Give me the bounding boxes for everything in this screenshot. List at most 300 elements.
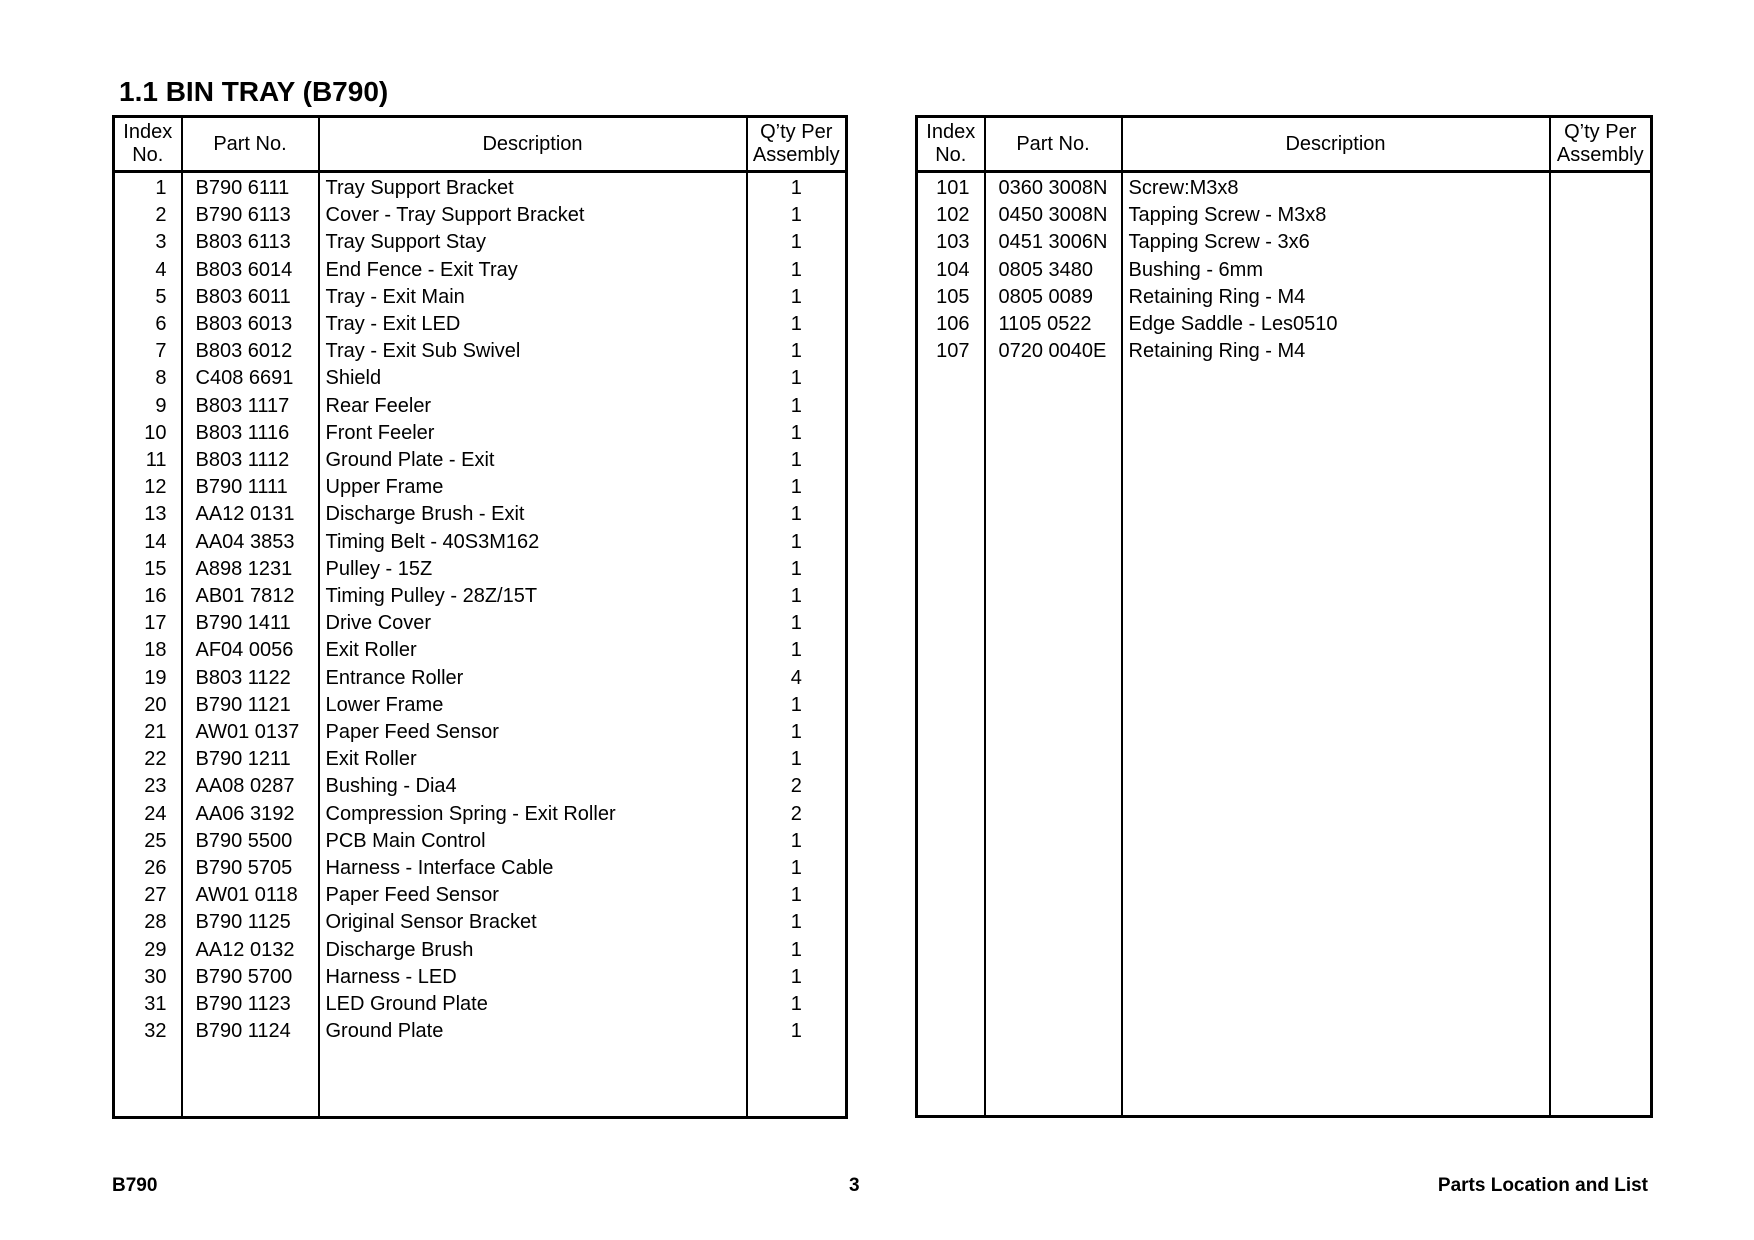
description-cell: End Fence - Exit Tray	[319, 257, 747, 284]
qty-cell: 1	[747, 692, 847, 719]
index-cell	[917, 692, 985, 719]
part-no-cell	[985, 909, 1122, 936]
part-no-cell	[985, 529, 1122, 556]
index-cell: 1	[114, 172, 182, 203]
footer-page-number: 3	[849, 1175, 860, 1196]
part-no-cell	[985, 964, 1122, 991]
header-part-no: Part No.	[182, 117, 319, 172]
index-cell: 7	[114, 338, 182, 365]
table-row	[917, 284, 1652, 311]
description-cell: Tray - Exit Main	[319, 284, 747, 311]
empty-row	[917, 529, 1652, 556]
part-no-cell: B790 6111	[182, 172, 319, 203]
filler-cell	[182, 1046, 319, 1118]
index-cell: 11	[114, 447, 182, 474]
table-row	[114, 556, 847, 583]
description-cell	[1122, 501, 1550, 528]
filler-cell	[114, 1046, 182, 1118]
index-cell: 101	[917, 172, 985, 203]
qty-cell	[1550, 172, 1652, 203]
description-cell: Paper Feed Sensor	[319, 882, 747, 909]
part-no-cell: B803 6014	[182, 257, 319, 284]
part-no-cell: B803 1122	[182, 665, 319, 692]
qty-cell: 1	[747, 229, 847, 256]
table-row	[114, 964, 847, 991]
index-cell	[917, 855, 985, 882]
table-row	[114, 229, 847, 256]
part-no-cell: B790 5700	[182, 964, 319, 991]
header-qty: Q’ty Per Assembly	[1550, 117, 1652, 172]
index-cell	[917, 828, 985, 855]
index-cell: 10	[114, 420, 182, 447]
index-cell: 30	[114, 964, 182, 991]
qty-cell: 1	[747, 556, 847, 583]
table-row	[917, 338, 1652, 365]
description-cell: Tapping Screw - 3x6	[1122, 229, 1550, 256]
table-row	[114, 665, 847, 692]
table-row	[114, 773, 847, 800]
index-cell	[917, 964, 985, 991]
qty-cell	[1550, 393, 1652, 420]
part-no-cell	[985, 583, 1122, 610]
description-cell: Harness - LED	[319, 964, 747, 991]
qty-cell: 1	[747, 882, 847, 909]
part-no-cell: B790 5705	[182, 855, 319, 882]
description-cell	[1122, 746, 1550, 773]
index-cell: 18	[114, 637, 182, 664]
qty-cell	[1550, 637, 1652, 664]
part-no-cell: B803 1117	[182, 393, 319, 420]
index-cell	[917, 501, 985, 528]
index-cell: 19	[114, 665, 182, 692]
empty-row	[917, 773, 1652, 800]
empty-row	[917, 936, 1652, 963]
qty-cell	[1550, 420, 1652, 447]
table-row	[114, 365, 847, 392]
empty-row	[917, 664, 1652, 691]
qty-cell	[1550, 964, 1652, 991]
description-cell: Discharge Brush	[319, 937, 747, 964]
empty-row	[917, 556, 1652, 583]
qty-cell: 1	[747, 719, 847, 746]
filler-cell	[1550, 1045, 1652, 1117]
header-part-no: Part No.	[985, 117, 1122, 172]
part-no-cell	[985, 393, 1122, 420]
description-cell: Exit Roller	[319, 637, 747, 664]
index-cell	[917, 719, 985, 746]
part-no-cell: AB01 7812	[182, 583, 319, 610]
description-cell: Discharge Brush - Exit	[319, 501, 747, 528]
parts-table-right	[915, 115, 1653, 1118]
table-row	[917, 257, 1652, 284]
table-header-row	[917, 117, 1652, 172]
index-cell	[917, 447, 985, 474]
part-no-cell	[985, 719, 1122, 746]
description-cell	[1122, 610, 1550, 637]
part-no-cell	[985, 855, 1122, 882]
part-no-cell	[985, 664, 1122, 691]
qty-cell	[1550, 828, 1652, 855]
part-no-cell: 0805 0089	[985, 284, 1122, 311]
empty-row	[917, 1018, 1652, 1045]
filler-cell	[985, 1045, 1122, 1117]
table-row	[114, 284, 847, 311]
part-no-cell	[985, 773, 1122, 800]
qty-cell	[1550, 583, 1652, 610]
empty-row	[917, 855, 1652, 882]
index-cell	[917, 991, 985, 1018]
part-no-cell: 0360 3008N	[985, 172, 1122, 203]
table-row	[114, 420, 847, 447]
index-cell: 27	[114, 882, 182, 909]
description-cell: Original Sensor Bracket	[319, 909, 747, 936]
index-cell: 9	[114, 393, 182, 420]
description-cell: Tapping Screw - M3x8	[1122, 202, 1550, 229]
description-cell	[1122, 773, 1550, 800]
qty-cell: 1	[747, 365, 847, 392]
part-no-cell: B803 6011	[182, 284, 319, 311]
table-row	[917, 229, 1652, 256]
description-cell: Bushing - Dia4	[319, 773, 747, 800]
qty-cell	[1550, 1018, 1652, 1045]
index-cell: 15	[114, 556, 182, 583]
table-row	[917, 311, 1652, 338]
description-cell	[1122, 529, 1550, 556]
table-row	[114, 393, 847, 420]
qty-cell: 1	[747, 420, 847, 447]
qty-cell: 1	[747, 637, 847, 664]
index-cell: 25	[114, 828, 182, 855]
index-cell	[917, 1018, 985, 1045]
qty-cell: 1	[747, 610, 847, 637]
part-no-cell: B790 6113	[182, 202, 319, 229]
empty-row	[917, 991, 1652, 1018]
description-cell: Ground Plate	[319, 1018, 747, 1045]
index-cell	[917, 393, 985, 420]
description-cell	[1122, 664, 1550, 691]
qty-cell	[1550, 936, 1652, 963]
index-cell: 16	[114, 583, 182, 610]
part-no-cell: B790 1111	[182, 474, 319, 501]
part-no-cell: AW01 0137	[182, 719, 319, 746]
index-cell: 13	[114, 501, 182, 528]
description-cell	[1122, 1018, 1550, 1045]
qty-cell: 1	[747, 1018, 847, 1045]
qty-cell: 2	[747, 773, 847, 800]
part-no-cell: 0720 0040E	[985, 338, 1122, 365]
index-cell	[917, 610, 985, 637]
part-no-cell: B803 1116	[182, 420, 319, 447]
table-row	[114, 855, 847, 882]
qty-cell: 1	[747, 311, 847, 338]
filler-cell	[1122, 1045, 1550, 1117]
description-cell	[1122, 447, 1550, 474]
qty-cell: 1	[747, 447, 847, 474]
table-row	[114, 172, 847, 203]
qty-cell: 1	[747, 257, 847, 284]
description-cell: Entrance Roller	[319, 665, 747, 692]
description-cell: Bushing - 6mm	[1122, 257, 1550, 284]
description-cell: Pulley - 15Z	[319, 556, 747, 583]
description-cell	[1122, 365, 1550, 392]
part-no-cell	[985, 828, 1122, 855]
description-cell	[1122, 800, 1550, 827]
qty-cell	[1550, 257, 1652, 284]
empty-row	[917, 746, 1652, 773]
description-cell: Drive Cover	[319, 610, 747, 637]
empty-row	[917, 447, 1652, 474]
part-no-cell	[985, 365, 1122, 392]
part-no-cell: 1105 0522	[985, 311, 1122, 338]
table-row	[114, 447, 847, 474]
index-cell: 5	[114, 284, 182, 311]
empty-row	[917, 610, 1652, 637]
qty-cell: 1	[747, 338, 847, 365]
index-cell	[917, 637, 985, 664]
index-cell: 6	[114, 311, 182, 338]
description-cell: Compression Spring - Exit Roller	[319, 801, 747, 828]
index-cell: 24	[114, 801, 182, 828]
table-row	[114, 501, 847, 528]
qty-cell	[1550, 664, 1652, 691]
index-cell	[917, 556, 985, 583]
index-cell	[917, 420, 985, 447]
description-cell: Tray - Exit Sub Swivel	[319, 338, 747, 365]
part-no-cell	[985, 447, 1122, 474]
index-cell	[917, 583, 985, 610]
empty-row	[917, 828, 1652, 855]
header-description: Description	[1122, 117, 1550, 172]
description-cell: Timing Pulley - 28Z/15T	[319, 583, 747, 610]
part-no-cell: 0451 3006N	[985, 229, 1122, 256]
description-cell: Harness - Interface Cable	[319, 855, 747, 882]
empty-row	[917, 800, 1652, 827]
empty-row	[917, 474, 1652, 501]
part-no-cell: AA12 0132	[182, 937, 319, 964]
description-cell: PCB Main Control	[319, 828, 747, 855]
table-row	[114, 882, 847, 909]
description-cell: Front Feeler	[319, 420, 747, 447]
qty-cell: 1	[747, 474, 847, 501]
index-cell: 14	[114, 529, 182, 556]
description-cell: Tray - Exit LED	[319, 311, 747, 338]
qty-cell	[1550, 800, 1652, 827]
part-no-cell: B803 1112	[182, 447, 319, 474]
part-no-cell	[985, 800, 1122, 827]
index-cell	[917, 664, 985, 691]
qty-cell	[1550, 855, 1652, 882]
table-row	[114, 746, 847, 773]
header-qty: Q’ty Per Assembly	[747, 117, 847, 172]
table-row	[114, 801, 847, 828]
description-cell: Rear Feeler	[319, 393, 747, 420]
part-no-cell	[985, 474, 1122, 501]
empty-row	[917, 393, 1652, 420]
qty-cell	[1550, 202, 1652, 229]
qty-cell	[1550, 692, 1652, 719]
part-no-cell: B803 6012	[182, 338, 319, 365]
index-cell: 31	[114, 991, 182, 1018]
table-row	[114, 257, 847, 284]
index-cell: 26	[114, 855, 182, 882]
index-cell: 22	[114, 746, 182, 773]
description-cell	[1122, 637, 1550, 664]
empty-row	[917, 637, 1652, 664]
filler-cell	[747, 1046, 847, 1118]
part-no-cell: B803 6013	[182, 311, 319, 338]
part-no-cell: AA04 3853	[182, 529, 319, 556]
qty-cell: 1	[747, 583, 847, 610]
empty-row	[917, 583, 1652, 610]
description-cell	[1122, 991, 1550, 1018]
description-cell: Upper Frame	[319, 474, 747, 501]
description-cell	[1122, 936, 1550, 963]
filler-cell	[319, 1046, 747, 1118]
index-cell	[917, 474, 985, 501]
qty-cell	[1550, 556, 1652, 583]
part-no-cell	[985, 637, 1122, 664]
index-cell	[917, 800, 985, 827]
empty-row	[917, 501, 1652, 528]
index-cell: 23	[114, 773, 182, 800]
index-cell	[917, 909, 985, 936]
part-no-cell: B790 1125	[182, 909, 319, 936]
qty-cell: 1	[747, 964, 847, 991]
empty-row	[917, 719, 1652, 746]
qty-cell	[1550, 746, 1652, 773]
qty-cell	[1550, 311, 1652, 338]
description-cell	[1122, 556, 1550, 583]
table-row	[114, 692, 847, 719]
index-cell	[917, 746, 985, 773]
description-cell: Timing Belt - 40S3M162	[319, 529, 747, 556]
qty-cell: 1	[747, 991, 847, 1018]
empty-row	[917, 365, 1652, 392]
description-cell	[1122, 855, 1550, 882]
part-no-cell: C408 6691	[182, 365, 319, 392]
table-row	[114, 202, 847, 229]
qty-cell: 1	[747, 202, 847, 229]
part-no-cell: AA12 0131	[182, 501, 319, 528]
description-cell: Paper Feed Sensor	[319, 719, 747, 746]
description-cell: Exit Roller	[319, 746, 747, 773]
index-cell: 103	[917, 229, 985, 256]
description-cell	[1122, 719, 1550, 746]
part-no-cell: B790 1121	[182, 692, 319, 719]
description-cell	[1122, 474, 1550, 501]
qty-cell: 1	[747, 501, 847, 528]
index-cell: 29	[114, 937, 182, 964]
description-cell	[1122, 393, 1550, 420]
table-row	[114, 991, 847, 1018]
qty-cell: 1	[747, 828, 847, 855]
table-header-row	[114, 117, 847, 172]
qty-cell: 1	[747, 529, 847, 556]
page-title: 1.1 BIN TRAY (B790)	[119, 76, 389, 107]
part-no-cell: B790 5500	[182, 828, 319, 855]
description-cell	[1122, 692, 1550, 719]
index-cell: 104	[917, 257, 985, 284]
index-cell	[917, 882, 985, 909]
table-row	[114, 637, 847, 664]
index-cell: 102	[917, 202, 985, 229]
part-no-cell	[985, 501, 1122, 528]
part-no-cell	[985, 420, 1122, 447]
footer-section-title: Parts Location and List	[1437, 1175, 1648, 1196]
part-no-cell: A898 1231	[182, 556, 319, 583]
description-cell: LED Ground Plate	[319, 991, 747, 1018]
qty-cell	[1550, 229, 1652, 256]
index-cell: 32	[114, 1018, 182, 1045]
qty-cell: 1	[747, 909, 847, 936]
description-cell	[1122, 909, 1550, 936]
qty-cell	[1550, 529, 1652, 556]
description-cell	[1122, 882, 1550, 909]
part-no-cell	[985, 936, 1122, 963]
index-cell: 107	[917, 338, 985, 365]
footer-model: B790	[112, 1175, 158, 1196]
description-cell: Ground Plate - Exit	[319, 447, 747, 474]
part-no-cell	[985, 882, 1122, 909]
description-cell	[1122, 583, 1550, 610]
qty-cell	[1550, 474, 1652, 501]
description-cell: Screw:M3x8	[1122, 172, 1550, 203]
index-cell	[917, 936, 985, 963]
index-cell: 12	[114, 474, 182, 501]
table-row	[114, 1018, 847, 1045]
qty-cell: 1	[747, 172, 847, 203]
qty-cell	[1550, 338, 1652, 365]
table-row	[114, 937, 847, 964]
description-cell	[1122, 828, 1550, 855]
qty-cell	[1550, 610, 1652, 637]
qty-cell: 1	[747, 284, 847, 311]
part-no-cell: AA06 3192	[182, 801, 319, 828]
part-no-cell	[985, 610, 1122, 637]
qty-cell: 1	[747, 855, 847, 882]
qty-cell	[1550, 882, 1652, 909]
index-cell	[917, 529, 985, 556]
qty-cell	[1550, 447, 1652, 474]
description-cell: Retaining Ring - M4	[1122, 338, 1550, 365]
index-cell: 20	[114, 692, 182, 719]
description-cell: Tray Support Bracket	[319, 172, 747, 203]
description-cell: Lower Frame	[319, 692, 747, 719]
part-no-cell	[985, 1018, 1122, 1045]
qty-cell: 1	[747, 937, 847, 964]
description-cell: Shield	[319, 365, 747, 392]
empty-row	[917, 882, 1652, 909]
table-row	[114, 610, 847, 637]
empty-row	[917, 420, 1652, 447]
table-row	[114, 311, 847, 338]
qty-cell	[1550, 501, 1652, 528]
table-row	[917, 202, 1652, 229]
part-no-cell: B790 1123	[182, 991, 319, 1018]
header-index: Index No.	[917, 117, 985, 172]
table-row	[917, 172, 1652, 203]
parts-table-left	[112, 115, 848, 1119]
header-description: Description	[319, 117, 747, 172]
qty-cell: 2	[747, 801, 847, 828]
index-cell: 4	[114, 257, 182, 284]
description-cell: Retaining Ring - M4	[1122, 284, 1550, 311]
header-index: Index No.	[114, 117, 182, 172]
part-no-cell: B790 1124	[182, 1018, 319, 1045]
index-cell: 105	[917, 284, 985, 311]
description-cell	[1122, 964, 1550, 991]
qty-cell	[1550, 284, 1652, 311]
